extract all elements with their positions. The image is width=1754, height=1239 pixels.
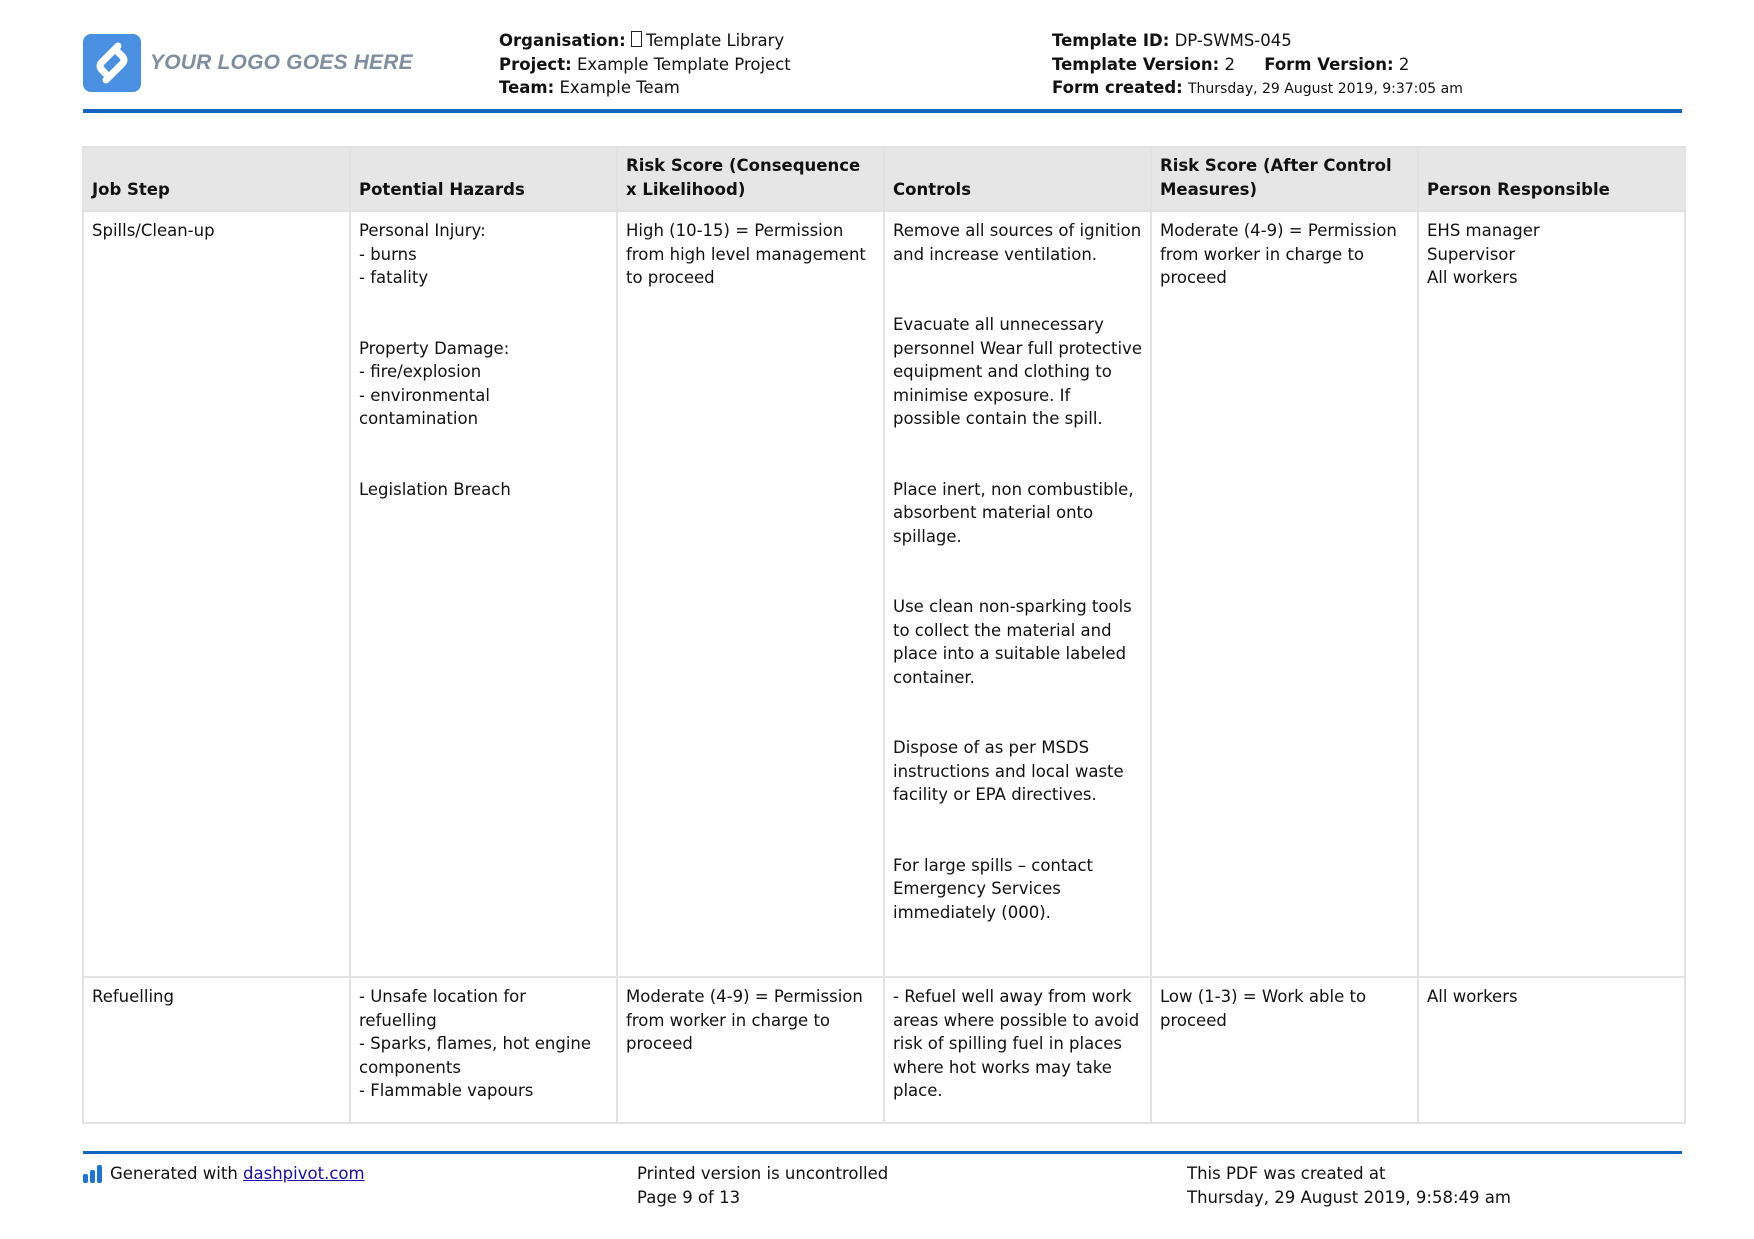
controls-cell <box>884 211 1151 977</box>
template-id-line <box>1052 29 1463 53</box>
table-row <box>83 977 1685 1123</box>
hazard-item: Personal Injury: - burns - fatality <box>359 221 486 287</box>
column-header-job-step: Job Step <box>83 147 350 211</box>
template-id-value: DP-SWMS-045 <box>1174 31 1292 50</box>
organisation-line <box>499 29 791 53</box>
column-header-potential-hazards: Potential Hazards <box>350 147 617 211</box>
organisation-value: Template Library <box>645 31 785 50</box>
project-line <box>499 53 791 77</box>
pdf-created-timestamp: Thursday, 29 August 2019, 9:58:49 am <box>1187 1187 1511 1207</box>
template-meta <box>1052 29 1463 102</box>
form-created-label: Form created: <box>1052 78 1183 97</box>
pdf-created <box>1187 1162 1511 1209</box>
person-list: EHS manager Supervisor All workers <box>1427 221 1540 287</box>
page-header <box>83 26 1682 110</box>
uncontrolled-text: Printed version is uncontrolled <box>637 1164 889 1183</box>
organisation-label: Organisation: <box>499 31 626 50</box>
logo-text: YOUR LOGO GOES HERE <box>150 51 413 74</box>
controls-cell: - Refuel well away from work areas where possible to avoid risk of spilling fuel in places where hot works may take place. <box>884 977 1151 1123</box>
control-item: Evacuate all unnecessary personnel Wear full protective equipment and clothing to minimise exposure. If possible contain the spill. <box>893 315 1142 428</box>
team-value: Example Team <box>559 78 680 97</box>
footer-divider <box>83 1151 1682 1154</box>
folder-icon <box>631 31 642 47</box>
hazard-item: Property Damage: - fire/explosion - environmental contamination <box>359 338 510 428</box>
risk-score-cell: Moderate (4-9) = Permission from worker in charge to proceed <box>617 977 884 1123</box>
form-created-value: Thursday, 29 August 2019, 9:37:05 am <box>1188 81 1463 97</box>
person-cell <box>1418 211 1685 977</box>
swms-table <box>82 146 1686 1124</box>
hazard-item: Legislation Breach <box>359 479 511 499</box>
project-value: Example Template Project <box>576 54 791 74</box>
risk-after-cell: Low (1-3) = Work able to proceed <box>1151 977 1418 1123</box>
logo-icon <box>83 34 141 92</box>
form-version-label: Form Version: <box>1264 54 1394 74</box>
column-header-person-responsible: Person Responsible <box>1418 147 1685 211</box>
form-version-value: 2 <box>1398 54 1410 74</box>
person-cell: All workers <box>1418 977 1685 1123</box>
generated-with <box>83 1162 365 1186</box>
project-meta <box>499 29 791 100</box>
job-step-cell: Spills/Clean-up <box>83 211 350 977</box>
template-version-value: 2 <box>1224 54 1235 74</box>
dashpivot-icon <box>83 1165 102 1183</box>
generated-prefix: Generated with <box>110 1164 238 1183</box>
hazards-cell <box>350 977 617 1123</box>
project-label: Project: <box>499 54 572 74</box>
team-line <box>499 76 791 100</box>
control-item: Place inert, non combustible, absorbent material onto spillage. <box>893 479 1134 546</box>
header-divider <box>83 109 1682 113</box>
control-item: Remove all sources of ignition and increase ventilation. <box>893 221 1142 264</box>
pdf-created-label: This PDF was created at <box>1187 1164 1386 1183</box>
form-created-line <box>1052 76 1463 102</box>
column-header-risk-score: Risk Score (Consequence x Likelihood) <box>617 147 884 211</box>
risk-after-cell: Moderate (4-9) = Permission from worker in charge to proceed <box>1151 211 1418 977</box>
template-id-label: Template ID: <box>1052 31 1170 50</box>
control-item: For large spills – contact Emergency Services immediately (000). <box>893 855 1093 922</box>
control-item: Dispose of as per MSDS instructions and local waste facility or EPA directives. <box>893 738 1124 804</box>
job-step-cell: Refuelling <box>83 977 350 1123</box>
page-number: Page 9 of 13 <box>637 1187 741 1207</box>
team-label: Team: <box>499 78 555 97</box>
dashpivot-link[interactable]: dashpivot.com <box>243 1164 365 1183</box>
logo <box>83 34 413 92</box>
risk-score-cell: High (10-15) = Permission from high level management to proceed <box>617 211 884 977</box>
column-header-controls: Controls <box>884 147 1151 211</box>
template-version-label: Template Version: <box>1052 54 1220 74</box>
control-item: Use clean non-sparking tools to collect the material and place into a suitable labeled container. <box>893 597 1132 687</box>
print-notice <box>637 1162 888 1209</box>
table-header-row <box>83 147 1685 211</box>
hazards-cell <box>350 211 617 977</box>
version-line <box>1052 53 1463 77</box>
table-row <box>83 211 1685 977</box>
column-header-risk-after: Risk Score (After Control Measures) <box>1151 147 1418 211</box>
hazard-item: - Unsafe location for refuelling - Sparks, flames, hot engine components - Flammable vapours <box>359 987 592 1100</box>
